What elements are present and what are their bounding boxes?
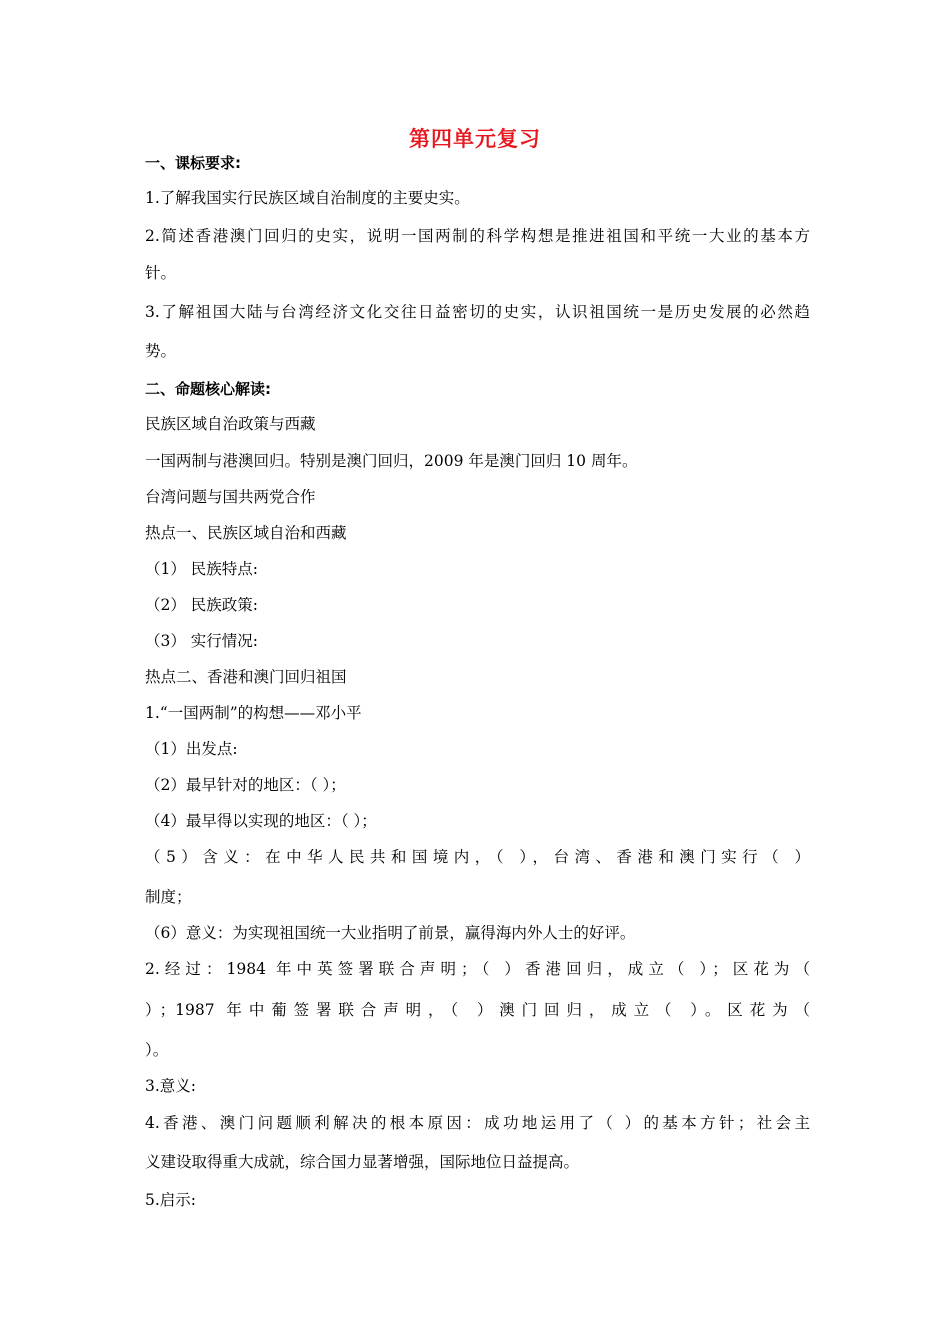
concept-item-4: （4）最早得以实现的地区：（ ）； [145, 812, 377, 830]
hotspot-2-title: 热点二、香港和澳门回归祖国 [145, 668, 347, 686]
topic-one-country-two-systems: 一国两制与港澳回归。特别是澳门回归，2009 年是澳门回归 10 周年。 [145, 452, 638, 470]
curriculum-item-2-line-1: 2.简述香港澳门回归的史实，说明一国两制的科学构想是推进祖国和平统一大业的基本方 [145, 227, 810, 245]
topic-ethnic-autonomy: 民族区域自治政策与西藏 [145, 415, 316, 433]
concept-item-5-line-2: 制度； [145, 888, 192, 906]
curriculum-item-1: 1.了解我国实行民族区域自治制度的主要史实。 [145, 189, 470, 207]
significance-line: 3.意义: [145, 1077, 197, 1095]
inspiration-line: 5.启示: [145, 1191, 197, 1209]
document-title: 第四单元复习 [409, 127, 541, 151]
concept-item-1: （1）出发点: [145, 740, 238, 758]
process-line-2: ）；1987 年中葡签署联合声明，（ ）澳门回归，成立（ ）。区花为（ [145, 1001, 810, 1019]
curriculum-item-2-line-2: 针。 [145, 264, 177, 282]
reason-line-1: 4.香港、澳门问题顺利解决的根本原因：成功地运用了（ ）的基本方针；社会主 [145, 1114, 810, 1132]
concept-item-2: （2）最早针对的地区：（ ）； [145, 776, 346, 794]
hotspot-1-item-2: （2） 民族政策: [145, 596, 259, 614]
curriculum-item-3-line-2: 势。 [145, 342, 177, 360]
section-heading-core: 二、命题核心解读: [145, 380, 271, 398]
curriculum-item-3-line-1: 3.了解祖国大陆与台湾经济文化交往日益密切的史实，认识祖国统一是历史发展的必然趋 [145, 303, 810, 321]
topic-taiwan: 台湾问题与国共两党合作 [145, 488, 316, 506]
concept-line: 1.“一国两制”的构想——邓小平 [145, 704, 362, 722]
reason-line-2: 义建设取得重大成就，综合国力显著增强，国际地位日益提高。 [145, 1153, 580, 1171]
concept-item-6: （6）意义：为实现祖国统一大业指明了前景，赢得海内外人士的好评。 [145, 924, 636, 942]
hotspot-1-item-3: （3） 实行情况: [145, 632, 259, 650]
hotspot-1-item-1: （1） 民族特点: [145, 560, 259, 578]
section-heading-curriculum: 一、课标要求: [145, 154, 241, 172]
concept-item-5-line-1: （5）含义：在中华人民共和国境内，（ ），台湾、香港和澳门实行（ ） [145, 848, 810, 866]
process-line-1: 2.经过：1984 年中英签署联合声明；（ ）香港回归，成立（ ）；区花为（ [145, 960, 810, 978]
hotspot-1-title: 热点一、民族区域自治和西藏 [145, 524, 347, 542]
process-line-3: ）。 [145, 1041, 169, 1059]
